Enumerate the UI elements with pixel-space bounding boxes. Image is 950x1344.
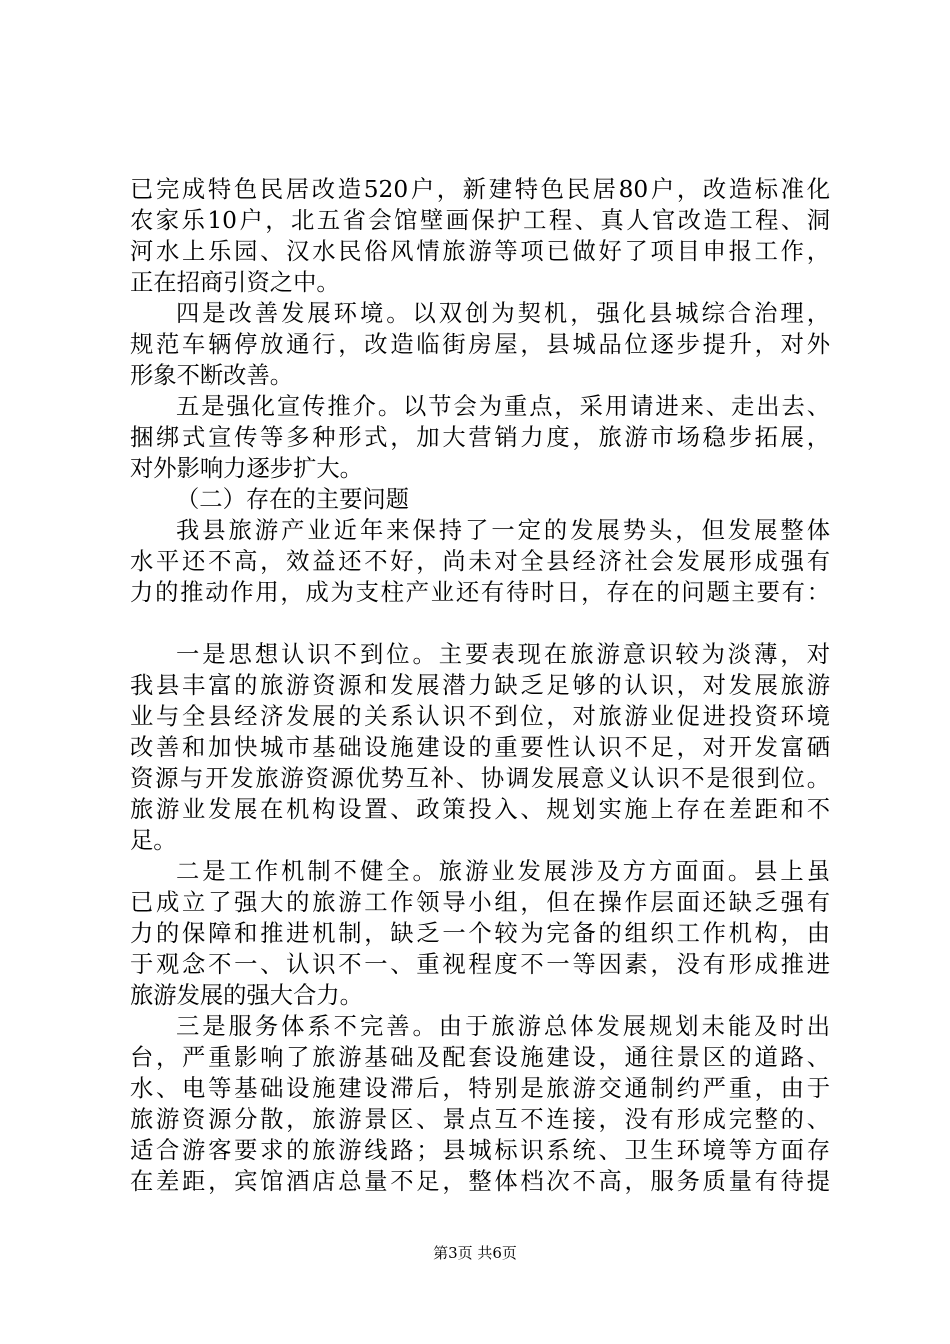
text-line: 我县丰富的旅游资源和发展潜力缺乏足够的认识，对发展旅游 — [130, 672, 830, 699]
document-body — [130, 174, 830, 1197]
text-line: 五是强化宣传推介。以节会为重点，采用请进来、走出去、 — [176, 393, 830, 420]
text-line: 台，严重影响了旅游基础及配套设施建设，通往景区的道路、 — [130, 1044, 830, 1071]
text-line: 二是工作机制不健全。旅游业发展涉及方方面面。县上虽 — [176, 858, 830, 885]
text-line: 旅游业发展在机构设置、政策投入、规划实施上存在差距和不 — [130, 796, 830, 823]
text-line: 力的推动作用，成为支柱产业还有待时日，存在的问题主要有： — [130, 579, 830, 606]
text-line: 规范车辆停放通行，改造临街房屋，县城品位逐步提升，对外 — [130, 331, 830, 358]
text-line: 在差距，宾馆酒店总量不足，整体档次不高，服务质量有待提 — [130, 1168, 830, 1195]
text-line: 农家乐10户，北五省会馆壁画保护工程、真人官改造工程、洞 — [130, 207, 830, 234]
text-line: 旅游资源分散，旅游景区、景点互不连接，没有形成完整的、 — [130, 1106, 830, 1133]
text-line: 业与全县经济发展的关系认识不到位，对旅游业促进投资环境 — [130, 703, 830, 730]
text-line: 已完成特色民居改造520户，新建特色民居80户，改造标准化 — [130, 176, 830, 203]
text-line: 适合游客要求的旅游线路；县城标识系统、卫生环境等方面存 — [130, 1137, 830, 1164]
text-line: 已成立了强大的旅游工作领导小组，但在操作层面还缺乏强有 — [130, 889, 830, 916]
text-line: 三是服务体系不完善。由于旅游总体发展规划未能及时出 — [176, 1013, 830, 1040]
text-line: 水、电等基础设施建设滞后，特别是旅游交通制约严重，由于 — [130, 1075, 830, 1102]
text-line: 于观念不一、认识不一、重视程度不一等因素，没有形成推进 — [130, 951, 830, 978]
text-line: 一是思想认识不到位。主要表现在旅游意识较为淡薄，对 — [176, 641, 830, 668]
text-line: 足。 — [130, 827, 177, 854]
text-line: 水平还不高，效益还不好，尚未对全县经济社会发展形成强有 — [130, 548, 830, 575]
text-line: 旅游发展的强大合力。 — [130, 982, 363, 1009]
text-line: 力的保障和推进机制，缺乏一个较为完备的组织工作机构，由 — [130, 920, 830, 947]
text-line: 形象不断改善。 — [130, 362, 294, 389]
text-line: 改善和加快城市基础设施建设的重要性认识不足，对开发富硒 — [130, 734, 830, 761]
blank-line — [130, 608, 830, 639]
text-line: 对外影响力逐步扩大。 — [130, 455, 363, 482]
text-line: 正在招商引资之中。 — [130, 269, 340, 296]
text-line: 资源与开发旅游资源优势互补、协调发展意义认识不是很到位。 — [130, 765, 830, 792]
page-footer: 第3页 共6页 — [433, 1244, 517, 1262]
text-line: 我县旅游产业近年来保持了一定的发展势头，但发展整体 — [176, 517, 830, 544]
text-line: 四是改善发展环境。以双创为契机，强化县城综合治理， — [176, 300, 830, 327]
section-heading: （二）存在的主要问题 — [176, 486, 409, 513]
text-line: 河水上乐园、汉水民俗风情旅游等项已做好了项目申报工作， — [130, 238, 830, 265]
text-line: 捆绑式宣传等多种形式，加大营销力度，旅游市场稳步拓展， — [130, 424, 830, 451]
